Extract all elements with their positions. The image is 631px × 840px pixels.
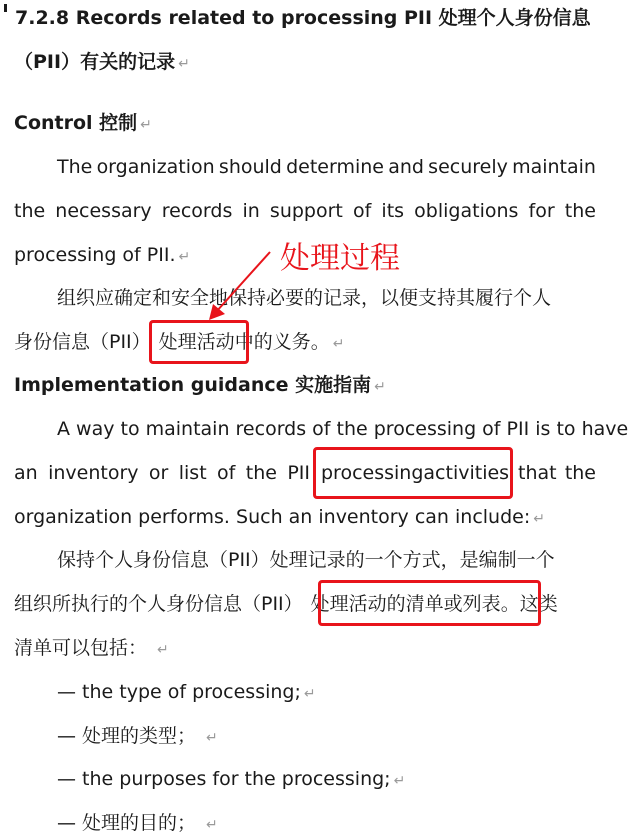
highlight-box-guidance-en [313,447,513,499]
paragraph-mark: ↵ [533,511,545,527]
guidance-zh-line2: 组织所执行的个人身份信息（PII） 处理活动的清单或列表。这类 [14,593,558,615]
control-zh-line1: 组织应确定和安全地保持必要的记录，以便支持其履行个人 [57,287,552,309]
guidance-en-line2-part-a: an inventory or list of the PII [14,462,310,484]
guidance-en-line2-part-c: that the [518,462,596,484]
control-title: Control 控制 ↵ [14,112,152,134]
section-heading-line1: 7.2.8 Records related to processing PII 处理个人身份信息 [15,7,591,29]
list-item: — 处理的目的； ↵ [57,812,218,834]
guidance-en-line3: organization performs. Such an inventory can include: ↵ [14,506,545,528]
control-en-line2: the necessary records in support of its obligations for the [14,200,596,222]
paragraph-mark: ↵ [206,730,218,746]
guidance-zh-line3: 清单可以包括： ↵ [14,637,169,659]
list-item: — 处理的类型； ↵ [57,725,218,747]
list-item: — the purposes for the processing; ↵ [57,768,406,790]
highlight-box-control [149,320,249,364]
paragraph-mark: ↵ [393,773,406,789]
paragraph-mark: ↵ [178,249,191,265]
paragraph-mark: ↵ [332,336,345,352]
paragraph-mark: ↵ [374,379,386,395]
highlighted-processing-activities-en: processing activities [321,462,510,484]
control-en-line1: The organization should determine and securely maintain [57,156,596,178]
paragraph-mark: ↵ [206,817,218,833]
highlighted-inventory-zh: 处理活动的清单或列表 [310,593,501,615]
section-heading-line2: （PII）有关的记录 ↵ [14,51,190,73]
guidance-en-line1: A way to maintain records of the processing of PII is to have [57,418,629,440]
list-item: — the type of processing; ↵ [57,681,316,703]
paragraph-mark: ↵ [140,117,152,133]
highlighted-processing-activities-zh: 处理活动 [158,331,235,353]
guidance-zh-line1: 保持个人身份信息（PII）处理记录的一个方式，是编制一个 [57,549,555,571]
paragraph-mark: ↵ [157,642,169,658]
annotation-label: 处理过程 [280,241,400,276]
paragraph-mark: ↵ [303,686,316,702]
highlight-box-guidance-zh [318,580,541,626]
guidance-title: Implementation guidance 实施指南 ↵ [14,374,386,396]
control-en-line3: processing of PII. ↵ [14,244,191,266]
paragraph-mark: ↵ [178,56,190,72]
control-zh-line2: 身份信息（PII） 处理活动中的义务。 ↵ [14,331,345,353]
